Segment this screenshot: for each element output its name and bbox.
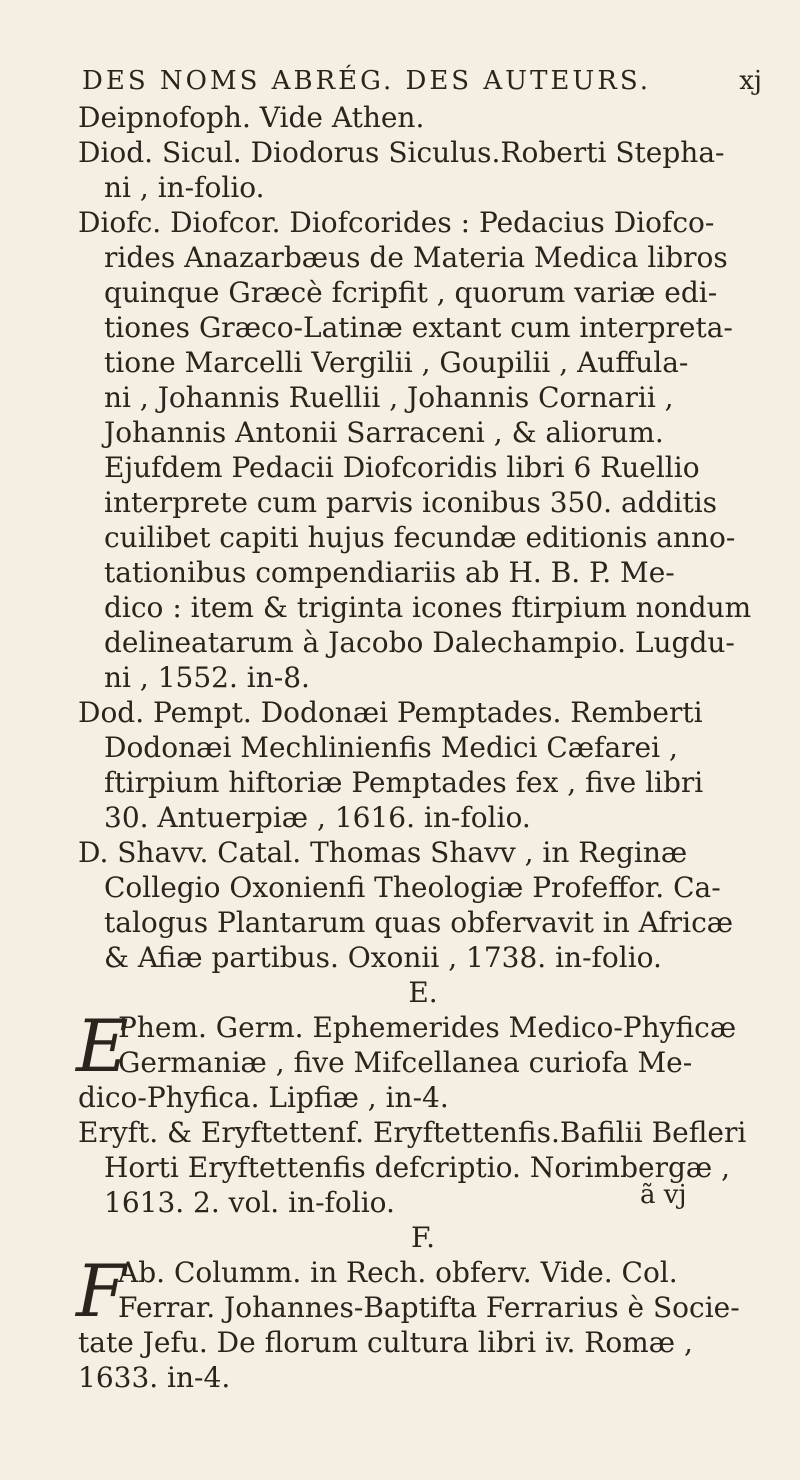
- drop-cap-f: F: [76, 1249, 126, 1333]
- entry-line: 30. Antuerpiæ , 1616. in-folio.: [104, 801, 531, 834]
- entry-line: Ferrar. Johannes-Baptifta Ferrarius è Socie-: [118, 1291, 740, 1324]
- entry-line: Johannis Antonii Sarraceni , & aliorum.: [104, 416, 664, 449]
- entry-line: Ejufdem Pedacii Diofcoridis libri 6 Ruellio: [104, 451, 700, 484]
- entry-dioscorides: [78, 205, 768, 695]
- entry-line: Diod. Sicul. Diodorus Siculus.Roberti Stepha-: [78, 136, 725, 169]
- running-header: [82, 66, 762, 96]
- entry-line: Horti Eryftettenfis defcriptio. Norimbergæ ,: [104, 1151, 730, 1184]
- entry-line: Phem. Germ. Ephemerides Medico-Phyficæ: [118, 1011, 737, 1044]
- entry-line: dico : item & triginta icones ftirpium nondum: [104, 591, 752, 624]
- entry-line: tate Jefu. De florum cultura libri iv. Romæ ,: [78, 1326, 693, 1359]
- page-number: xj: [739, 66, 762, 96]
- entry-ephem-germ: [76, 1004, 768, 1115]
- entry-line: interprete cum parvis iconibus 350. additis: [104, 486, 718, 519]
- entry-line: ftirpium hiftoriæ Pemptades fex , five libri: [104, 766, 704, 799]
- entry-line: Diofc. Diofcor. Diofcorides : Pedacius Diofco-: [78, 206, 715, 239]
- entry-line: Deipnofoph. Vide Athen.: [78, 101, 425, 134]
- entry-line: tiones Græco-Latinæ extant cum interpreta-: [104, 311, 733, 344]
- section-heading-e: E.: [408, 976, 438, 1009]
- entry-line: dico-Phyfica. Lipfiæ , in-4.: [78, 1081, 449, 1114]
- running-title: DES NOMS ABRÉG. DES AUTEURS.: [82, 66, 652, 96]
- entry-line: rides Anazarbæus de Materia Medica libros: [104, 241, 728, 274]
- drop-cap-e: E: [76, 1004, 129, 1088]
- entry-line: 1633. in-4.: [78, 1361, 231, 1394]
- entry-line: tione Marcelli Vergilii , Goupilii , Auffula-: [104, 346, 689, 379]
- entry-line: tationibus compendiariis ab H. B. P. Me-: [104, 556, 675, 589]
- entry-line: talogus Plantarum quas obfervavit in Africæ: [104, 906, 734, 939]
- entry-line: delineatarum à Jacobo Dalechampio. Lugdu-: [104, 626, 735, 659]
- entry-line: Eryft. & Eryftettenf. Eryftettenfis.Bafilii Befleri: [78, 1116, 747, 1149]
- section-heading-f: F.: [411, 1221, 435, 1254]
- entry-line: Germaniæ , five Mifcellanea curiofa Me-: [118, 1046, 693, 1079]
- entry-line: Dod. Pempt. Dodonæi Pemptades. Remberti: [78, 696, 703, 729]
- entry-deipnosoph: [78, 100, 768, 135]
- entry-line: Dodonæi Mechlinienfis Medici Cæfarei ,: [104, 731, 678, 764]
- entry-line: & Afiæ partibus. Oxonii , 1738. in-folio.: [104, 941, 662, 974]
- entry-line: ni , 1552. in-8.: [104, 661, 310, 694]
- entry-line: Collegio Oxonienfi Theologiæ Profeffor. Ca-: [104, 871, 721, 904]
- entry-line: quinque Græcè fcripfit , quorum variæ edi-: [104, 276, 718, 309]
- entry-fab-columm: [76, 1249, 768, 1395]
- entry-line: ni , Johannis Ruellii , Johannis Cornarii ,: [104, 381, 674, 414]
- entry-shaw: [78, 835, 768, 975]
- entry-dodonaei: [78, 695, 768, 835]
- entry-line: D. Shavv. Catal. Thomas Shavv , in Reginæ: [78, 836, 688, 869]
- entry-diod-sicul: [78, 135, 768, 205]
- entry-line: Ab. Columm. in Rech. obferv. Vide. Col.: [118, 1256, 678, 1289]
- signature-mark: ã vj: [640, 1180, 687, 1210]
- entry-line: ni , in-folio.: [104, 171, 265, 204]
- entry-line: 1613. 2. vol. in-folio.: [104, 1186, 395, 1219]
- entry-line: cuilibet capiti hujus fecundæ editionis anno-: [104, 521, 736, 554]
